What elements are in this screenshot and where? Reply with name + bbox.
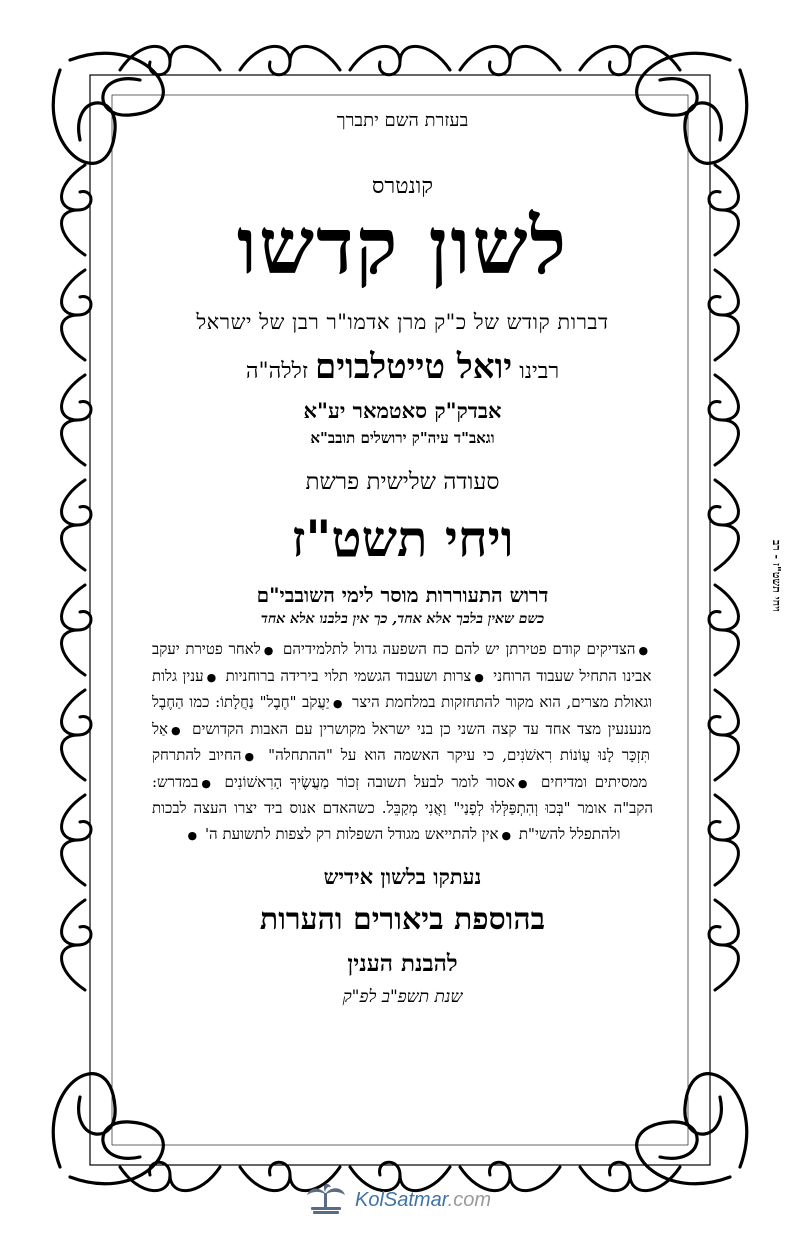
logo-text: [355, 1189, 491, 1212]
author-words: דברות קודש של כ"ק מרן אדמו"ר רבן של ישראל: [196, 309, 609, 334]
bullet-icon: ●: [206, 670, 218, 684]
logo-domain: .com: [447, 1188, 491, 1211]
bullet-icon: ●: [474, 670, 485, 684]
side-label: ויחי תשט"ז - רב: [770, 540, 783, 612]
summary-item: ענין גלות וגאולת מצרים, הוא מקור להתחזקות במלחמת היצר: [152, 666, 653, 712]
summary-item: אין להתייאש מגודל השפלות רק לצפות לתשועת ה': [204, 824, 499, 843]
av-beth-din: אבדק"ק סאטמאר יע"א: [303, 397, 502, 423]
drush-subtitle: כשם שאין בלבך אלא אחד, כך אין בלבנו אלא אחד: [260, 610, 545, 627]
kuntres-label: קונטרס: [371, 173, 434, 199]
additions-line: בהוספת ביאורים והערות: [259, 901, 546, 937]
bullet-icon: ●: [638, 644, 650, 658]
translated-line: נעתקו בלשון אידיש: [323, 864, 482, 890]
rabbi-prefix: רבינו: [519, 359, 560, 385]
drush-title: דרוש התעוררות מוסר לימי השובבי"ם: [256, 582, 549, 607]
rabbi-name-line: [150, 347, 655, 388]
vgav-beth-din: וגאב"ד עיה"ק ירושלים תובב"א: [310, 429, 495, 448]
summary-item: יַעֲקֹב "חֶבֶל" נַחֲלָתוֹ: כמו הַחֶבֶל מנענעין מצד אחד עד קצה השני כן בני ישראל מקושרין עם האבות הקדושים: [152, 693, 652, 738]
palm-tree-icon: [305, 1183, 347, 1217]
rabbi-name: יואל טייטלבוים: [314, 347, 513, 388]
bullet-icon: ●: [171, 723, 183, 737]
bullet-icon: ●: [201, 776, 214, 790]
main-title: לשון קדשו: [236, 200, 569, 292]
kolsatmar-logo[interactable]: [305, 1183, 491, 1217]
bullet-icon: ●: [244, 750, 258, 764]
bullet-icon: ●: [332, 697, 344, 711]
summary-item: החיוב להתרחק ממסיתים ומדיחים: [152, 746, 648, 791]
blessing-header: בעזרת השם יתברך: [336, 110, 469, 131]
title-page: [150, 110, 655, 1008]
summary-item: לאחר פטירת יעקב אבינו התחיל שעבוד הרוחני: [152, 640, 652, 685]
bullet-icon: ●: [501, 828, 512, 842]
summary-item: אסור לומר לבעל תשובה זְכוֹר מַעֲשֶׂיךָ הָרִאשׁוֹנִים: [224, 772, 515, 791]
bullet-icon: ●: [517, 776, 531, 790]
summary-item: אַל תִּזְכָּר לָנוּ עֲוֹנוֹת רִאשֹׁנִים, כי עיקר האשמה הוא על "ההתחלה": [152, 719, 650, 765]
rabbi-suffix: זללה"ה: [245, 359, 308, 385]
summary-paragraph: [150, 637, 655, 848]
year-line: שנת תשפ"ב לפ"ק: [342, 987, 463, 1008]
bullet-icon: ●: [263, 644, 275, 658]
parsha-title: ויחי תשט"ז: [291, 508, 514, 568]
bullet-icon: ●: [187, 828, 198, 842]
summary-item: במדרש: הקב"ה אומר "בְּכוּ וְהִתְפַּלְּלוּ לְפָנַי" וַאֲנִי מְקַבֵּל. כשהאדם אנוס ביד יצרו העצה לבכות ולהתפלל להשי"ת: [152, 772, 653, 843]
summary-item: צרות ושעבוד הגשמי תלוי בירידה ברוחניות: [225, 666, 472, 685]
understanding-line: להבנת הענין: [347, 949, 458, 977]
logo-brand: KolSatmar: [355, 1188, 448, 1211]
seudah-label: סעודה שלישית פרשת: [305, 469, 500, 496]
summary-item: הצדיקים קודם פטירתן יש להם כח השפעה גדול לתלמידיהם: [283, 640, 636, 659]
